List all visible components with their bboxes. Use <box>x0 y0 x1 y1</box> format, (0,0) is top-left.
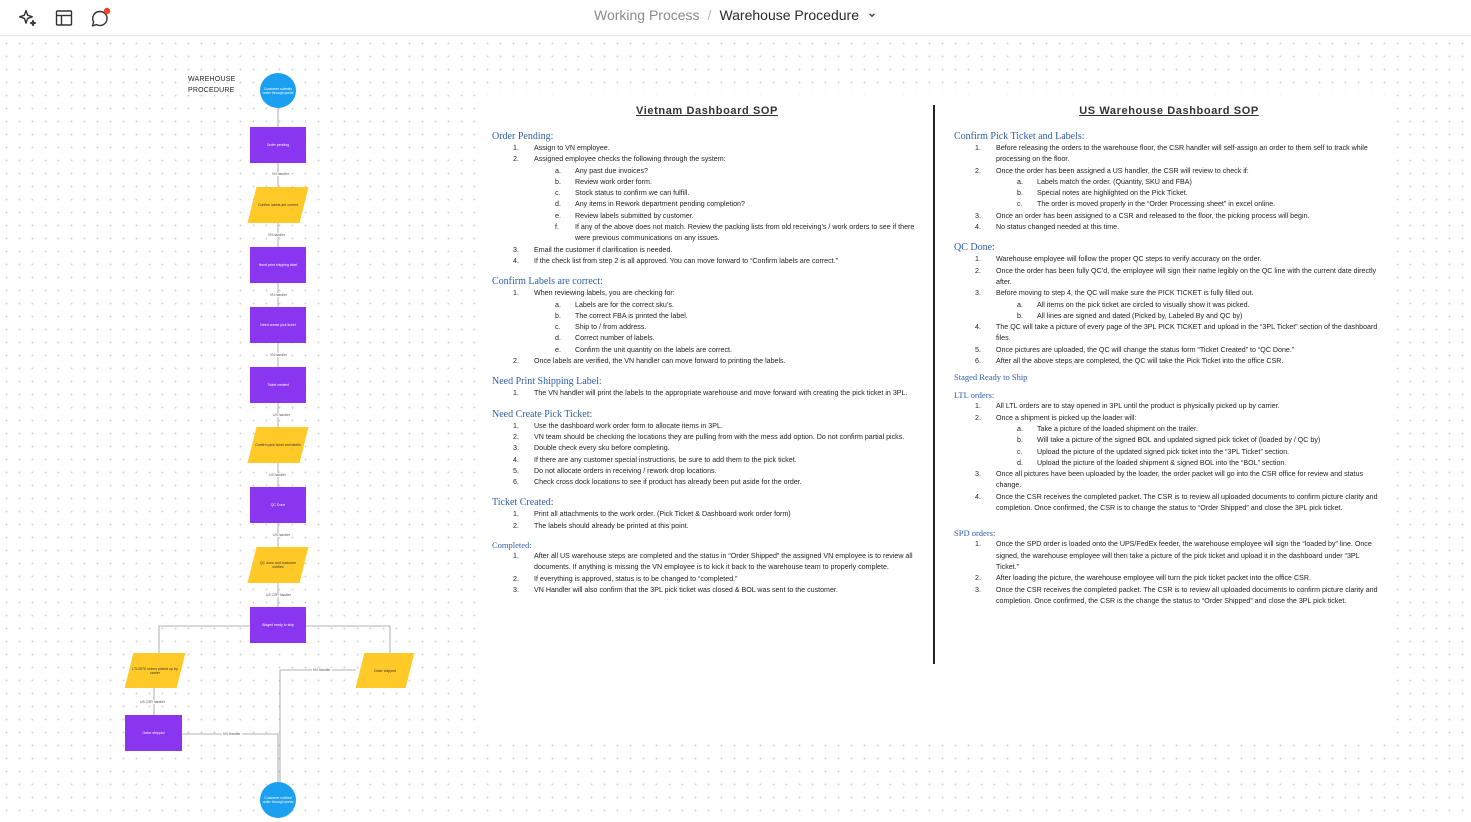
list-text: Before releasing the orders to the warehouse floor, the CSR handler will self-assign an order to them self to track while processing on the floor. <box>996 144 1368 164</box>
list-text: Once the CSR receives the completed packet. The CSR is to review all uploaded documents to confirm picture clarity and completion. Once confirmed, the CSR is the change the status to “Order Shipped” and close the 3PL pick ticket. <box>996 585 1378 605</box>
list-text: VN team should be checking the locations they are pulling from with the mess add option. Do not confirm partial picks. <box>534 432 905 441</box>
list-marker: 3. <box>975 289 981 298</box>
sop-list-item <box>492 509 922 520</box>
sop-list-item <box>492 574 922 585</box>
sop-section-heading: Completed: <box>492 540 532 551</box>
flow-node-confirm-labels[interactable]: Confirm labels are correct <box>252 187 304 223</box>
list-text: Any past due invoices? <box>575 166 648 175</box>
list-marker: b. <box>1017 311 1023 320</box>
notification-dot-icon <box>104 8 110 14</box>
list-text: Print all attachments to the work order. (Pick Ticket & Dashboard work order form) <box>534 510 791 519</box>
flow-edge-label: VN handler <box>268 233 285 237</box>
sop-list-item <box>954 345 1384 356</box>
list-text: Once labels are verified, the VN handler can move forward to printing the labels. <box>534 357 786 366</box>
list-marker: 3. <box>975 585 981 594</box>
sop-list-item <box>492 188 922 199</box>
list-marker: 3. <box>975 470 981 479</box>
sop-list-item <box>954 143 1384 166</box>
list-text: Confirm the unit quantity on the labels are correct. <box>575 345 732 354</box>
sop-list-item <box>954 288 1384 299</box>
flow-edge-label: US handler <box>269 473 286 477</box>
list-text: When reviewing labels, you are checking for: <box>534 289 675 298</box>
chevron-down-icon[interactable] <box>867 10 877 20</box>
list-marker: 1. <box>513 144 519 152</box>
list-marker: b. <box>555 311 561 320</box>
list-marker: 2. <box>975 266 981 275</box>
list-text: All LTL orders are to stay opened in 3PL until the product is physically picked up by carrier. <box>996 402 1280 411</box>
list-marker: 4. <box>513 256 519 265</box>
flow-node-print-label[interactable]: Need print shipping label <box>250 247 306 283</box>
sop-section-heading: Ticket Created: <box>492 497 554 509</box>
flow-edge-label: VN handler <box>270 293 287 297</box>
us-sop-title: US Warehouse Dashboard SOP <box>1079 105 1259 117</box>
sop-list-item <box>492 356 922 367</box>
sop-list-item <box>954 254 1384 265</box>
flow-node-confirm-pick-ticket[interactable]: Confirm pick ticket and labels <box>252 427 304 463</box>
list-text: Special notes are highlighted on the Pick Ticket. <box>1037 189 1188 198</box>
chat-bubble-icon[interactable] <box>87 5 113 31</box>
list-text: Before moving to step 4, the QC will make sure the PICK TICKET is fully filled out. <box>996 289 1254 298</box>
list-text: Upload the picture of the updated signed pick ticket into the “3PL Ticket” section. <box>1037 447 1290 456</box>
list-text: If any of the above does not match. Review the packing lists from old receiving’s / work orders to see if there were previous communications on any issues. <box>575 223 915 243</box>
sparkle-icon[interactable] <box>15 5 41 31</box>
sop-list-item <box>492 345 922 356</box>
list-marker: c. <box>555 189 561 198</box>
list-text: Once pictures are uploaded, the QC will change the status form “Ticket Created” to “QC Done.” <box>996 345 1295 354</box>
sop-list-item <box>492 477 922 488</box>
sop-list-item <box>492 443 922 454</box>
list-text: Review work order form. <box>575 177 652 186</box>
whiteboard-canvas[interactable] <box>0 37 1471 822</box>
sop-section-heading: LTL orders: <box>954 390 995 401</box>
list-marker: c. <box>1017 200 1023 209</box>
sop-list-item <box>492 245 922 256</box>
sop-list-item <box>954 458 1384 469</box>
breadcrumb-parent[interactable]: Working Process <box>593 7 700 23</box>
list-text: Once all pictures have been uploaded by the loader, the order packet will go into the CSR office for review and status change. <box>996 470 1363 490</box>
list-marker: 3. <box>513 245 519 254</box>
breadcrumb-current[interactable]: Warehouse Procedure <box>719 7 859 23</box>
sop-list-item <box>492 177 922 188</box>
layout-icon[interactable] <box>51 5 77 31</box>
list-marker: f. <box>555 223 559 232</box>
list-marker: d. <box>555 334 561 343</box>
sop-list-item <box>954 322 1384 345</box>
list-marker: a. <box>1017 177 1023 186</box>
sop-list-item <box>954 311 1384 322</box>
list-marker: 5. <box>513 466 519 475</box>
vietnam-sop-title: Vietnam Dashboard SOP <box>636 105 778 117</box>
flow-node-order-shipped-right[interactable]: Order shipped <box>360 653 410 688</box>
top-bar <box>0 0 1471 36</box>
list-marker: 1. <box>975 255 981 264</box>
flow-edge-label: VN handler <box>270 353 287 357</box>
sop-list-item <box>954 585 1384 608</box>
sop-list-item <box>954 573 1384 584</box>
list-marker: 4. <box>975 492 981 501</box>
list-text: Assigned employee checks the following through the system: <box>534 155 726 164</box>
list-marker: a. <box>555 166 561 175</box>
list-text: If there are any customer special instructions, be sure to add them to the pick ticket. <box>534 455 797 464</box>
list-text: Warehouse employee will follow the proper QC steps to verify accuracy on the order. <box>996 255 1262 264</box>
flowchart-connectors <box>0 37 480 822</box>
sop-list-item <box>492 211 922 222</box>
sop-list-item <box>954 177 1384 188</box>
flow-edge-label: US handler <box>273 533 290 537</box>
list-text: All items on the pick ticket are circled to visually show it was picked. <box>1037 300 1250 309</box>
sop-list-item <box>492 166 922 177</box>
flowchart-title-line: WAREHOUSE <box>188 76 236 83</box>
list-marker: 1. <box>513 289 519 298</box>
sop-list-item <box>492 421 922 432</box>
breadcrumb-separator: / <box>707 7 712 23</box>
list-text: All lines are signed and dated (Picked by, Labeled By and QC by) <box>1037 311 1243 320</box>
list-marker: b. <box>1017 189 1023 198</box>
list-text: Labels are for the correct sku’s. <box>575 300 674 309</box>
sop-list-item <box>492 585 922 596</box>
flowchart-title-line: PROCEDURE <box>188 87 235 94</box>
sop-list-item <box>492 551 922 574</box>
list-text: No status changed needed at this time. <box>996 223 1120 232</box>
flow-node-qc-done[interactable]: QC Done <box>250 487 306 523</box>
sop-list-item <box>954 469 1384 492</box>
list-text: If the check list from step 2 is all approved. You can move forward to “Confirm labels are correct.” <box>534 256 838 265</box>
list-text: The correct FBA is printed the label. <box>575 311 688 320</box>
sop-list-item <box>954 447 1384 458</box>
list-text: The QC will take a picture of every page of the 3PL PICK TICKET and upload in the “3PL Ticket” section of the dashboard files. <box>996 323 1378 343</box>
list-marker: 5. <box>975 345 981 354</box>
list-marker: 4. <box>975 223 981 232</box>
sop-list-item <box>954 188 1384 199</box>
sop-list-item <box>954 166 1384 177</box>
list-text: Correct number of labels. <box>575 334 655 343</box>
list-marker: b. <box>555 177 561 186</box>
list-marker: 1. <box>975 144 981 152</box>
list-text: Once the order has been fully QC’d, the employee will sign their name legibly on the QC line with the current date directly after. <box>996 266 1377 286</box>
sop-list-item <box>492 466 922 477</box>
list-text: Once the CSR receives the completed packet. The CSR is to review all uploaded documents to confirm picture clarity and completion. Once confirmed, the CSR is to change the status to “Order Shipped” and close the 3PL pick ticket. <box>996 492 1378 513</box>
list-text: Use the dashboard work order form to allocate items in 3PL. <box>534 421 723 430</box>
list-marker: 4. <box>975 323 981 332</box>
list-marker: d. <box>1017 458 1023 467</box>
list-text: Review labels submitted by customer. <box>575 211 694 220</box>
list-marker: a. <box>555 300 561 309</box>
flow-node-qc-notified[interactable]: QC done and customer notified <box>252 547 304 583</box>
list-text: Stock status to confirm we can fulfill. <box>575 189 690 198</box>
list-text: Take a picture of the loaded shipment on the trailer. <box>1037 424 1198 433</box>
sop-section-heading: Need Print Shipping Label: <box>492 376 602 388</box>
sop-list-item <box>492 199 922 210</box>
list-text: Do not allocate orders in receiving / rework drop locations. <box>534 466 717 475</box>
sop-list-item <box>492 333 922 344</box>
sop-section-heading: QC Done: <box>954 242 995 254</box>
list-marker: 2. <box>975 166 981 175</box>
flow-node-carrier-pickup[interactable]: LTL/SPD orders picked up by carrier <box>129 653 181 688</box>
list-marker: 1. <box>975 540 981 549</box>
sop-list-item <box>954 222 1384 233</box>
list-text: Check cross dock locations to see if product has already been put aside for the order. <box>534 478 802 487</box>
flow-edge-label: US CSR handler <box>140 700 166 704</box>
list-marker: 1. <box>513 421 519 430</box>
list-text: The order is moved properly in the “Order Processing sheet” in excel online. <box>1037 200 1276 209</box>
sop-list-item <box>954 492 1384 515</box>
sop-section-heading: SPD orders: <box>954 528 996 539</box>
sop-section-heading: Staged Ready to Ship <box>954 372 1028 383</box>
flow-node-order-shipped-left[interactable]: Order shipped <box>125 715 182 751</box>
sop-list-item <box>954 356 1384 367</box>
list-marker: 2. <box>513 357 519 366</box>
sop-list-item <box>954 266 1384 289</box>
list-marker: 2. <box>513 521 519 530</box>
list-marker: d. <box>555 200 561 209</box>
list-marker: 2. <box>513 574 519 583</box>
list-text: After all the above steps are completed, the QC will take the Pick Ticket into the office CSR. <box>996 357 1284 366</box>
flow-node-start[interactable]: Customer submits order through portal <box>260 73 296 108</box>
sop-list-item <box>954 435 1384 446</box>
sop-section-heading: Need Create Pick Ticket: <box>492 408 593 420</box>
sop-list-item <box>492 256 922 267</box>
list-marker: e. <box>555 345 561 354</box>
sop-list-item <box>492 300 922 311</box>
sop-list-item <box>954 199 1384 210</box>
list-marker: 1. <box>513 552 519 561</box>
sop-list-item <box>954 424 1384 435</box>
flow-node-create-pick-ticket[interactable]: Need create pick ticket <box>250 307 306 343</box>
flow-node-order-pending[interactable]: Order pending <box>250 127 306 163</box>
sop-list-item <box>954 401 1384 412</box>
sop-list-item <box>492 521 922 532</box>
list-text: After loading the picture, the warehouse employee will turn the pick ticket packet into the office CSR. <box>996 574 1311 583</box>
list-marker: 1. <box>975 402 981 411</box>
list-marker: c. <box>1017 447 1023 456</box>
sop-list-item <box>492 222 922 245</box>
list-marker: e. <box>555 211 561 220</box>
list-text: Email the customer if clarification is needed. <box>534 245 673 254</box>
flow-edge-label: US CSR handler <box>266 593 292 597</box>
list-marker: 2. <box>975 413 981 422</box>
flow-edge-label: VN handler <box>272 172 289 176</box>
sop-list-item <box>954 300 1384 311</box>
sop-section-heading: Confirm Labels are correct: <box>492 276 603 288</box>
list-text: VN Handler will also confirm that the 3PL pick ticket was closed & BOL was sent to the customer. <box>534 585 838 594</box>
sop-list-item <box>954 413 1384 424</box>
sop-document[interactable] <box>478 95 1390 735</box>
list-text: Once the SPD order is loaded onto the UPS/FedEx feeder, the warehouse employee will sign the “loaded by” line. Once signed, the warehouse employee will then take a picture of the pick ticket and upload it in the dashboard under “3PL Ticket.” <box>996 540 1372 571</box>
list-marker: 2. <box>975 574 981 583</box>
flow-node-staged[interactable]: Staged ready to ship <box>250 607 306 643</box>
list-text: Will take a picture of the signed BOL and updated signed pick ticket of (loaded by / QC by) <box>1037 436 1321 445</box>
list-marker: 6. <box>975 357 981 366</box>
sop-list-item <box>492 154 922 165</box>
column-divider <box>933 105 935 664</box>
list-marker: 3. <box>513 444 519 453</box>
flow-node-end[interactable]: Customer notified order through portal <box>260 782 296 818</box>
sop-list-item <box>492 455 922 466</box>
sop-section-heading: Confirm Pick Ticket and Labels: <box>954 131 1085 142</box>
list-marker: 1. <box>513 389 519 398</box>
list-marker: a. <box>1017 300 1023 309</box>
list-text: Ship to / from address. <box>575 323 647 332</box>
sop-list-item <box>492 432 922 443</box>
list-marker: 4. <box>513 455 519 464</box>
list-marker: a. <box>1017 424 1023 433</box>
sop-list-item <box>492 143 922 154</box>
flow-edge-label: US handler <box>273 413 290 417</box>
list-text: Any items in Rework department pending completion? <box>575 200 745 209</box>
list-text: After all US warehouse steps are completed and the status in “Order Shipped” the assigned VN employee is to review all documents. If anything is missing the VN employee is to kick it back to the warehouse team to properly complete. <box>534 552 913 572</box>
sop-list-item <box>954 539 1384 573</box>
sop-list-item <box>492 322 922 333</box>
list-text: The labels should already be printed at this point. <box>534 521 689 530</box>
list-text: Once an order has been assigned to a CSR and released to the floor, the picking process will begin. <box>996 211 1310 220</box>
list-text: Labels match the order. (Quantity, SKU and FBA) <box>1037 177 1192 186</box>
list-marker: b. <box>1017 436 1023 445</box>
list-text: The VN handler will print the labels to the appropriate warehouse and move forward with creating the pick ticket in 3PL. <box>534 389 908 398</box>
list-marker: 3. <box>513 585 519 594</box>
sop-list-item <box>492 388 922 399</box>
list-marker: 2. <box>513 155 519 164</box>
vietnam-sop-column <box>492 105 922 596</box>
list-marker: 2. <box>513 432 519 441</box>
list-marker: 1. <box>513 510 519 519</box>
flow-edge-label: VN Handler <box>313 668 331 672</box>
list-text: Assign to VN employee. <box>534 144 610 152</box>
list-text: Double check every sku before completing. <box>534 444 670 453</box>
sop-list-item <box>954 211 1384 222</box>
sop-section-heading: Order Pending: <box>492 131 554 142</box>
flow-edge-label: VN Handler <box>223 732 241 736</box>
breadcrumb <box>0 0 1471 30</box>
sop-list-item <box>492 288 922 299</box>
list-text: Once the order has been assigned a US handler, the CSR will review to check if: <box>996 166 1249 175</box>
sop-list-item <box>492 311 922 322</box>
list-marker: c. <box>555 323 561 332</box>
list-text: Once a shipment is picked up the loader will: <box>996 413 1137 422</box>
us-sop-column <box>954 105 1384 607</box>
flow-node-ticket-created[interactable]: Ticket created <box>250 367 306 403</box>
list-marker: 3. <box>975 211 981 220</box>
list-marker: 6. <box>513 478 519 487</box>
list-text: If everything is approved, status is to be changed to “completed.” <box>534 574 738 583</box>
list-text: Upload the picture of the loaded shipment & signed BOL into the “BOL” section. <box>1037 458 1287 467</box>
